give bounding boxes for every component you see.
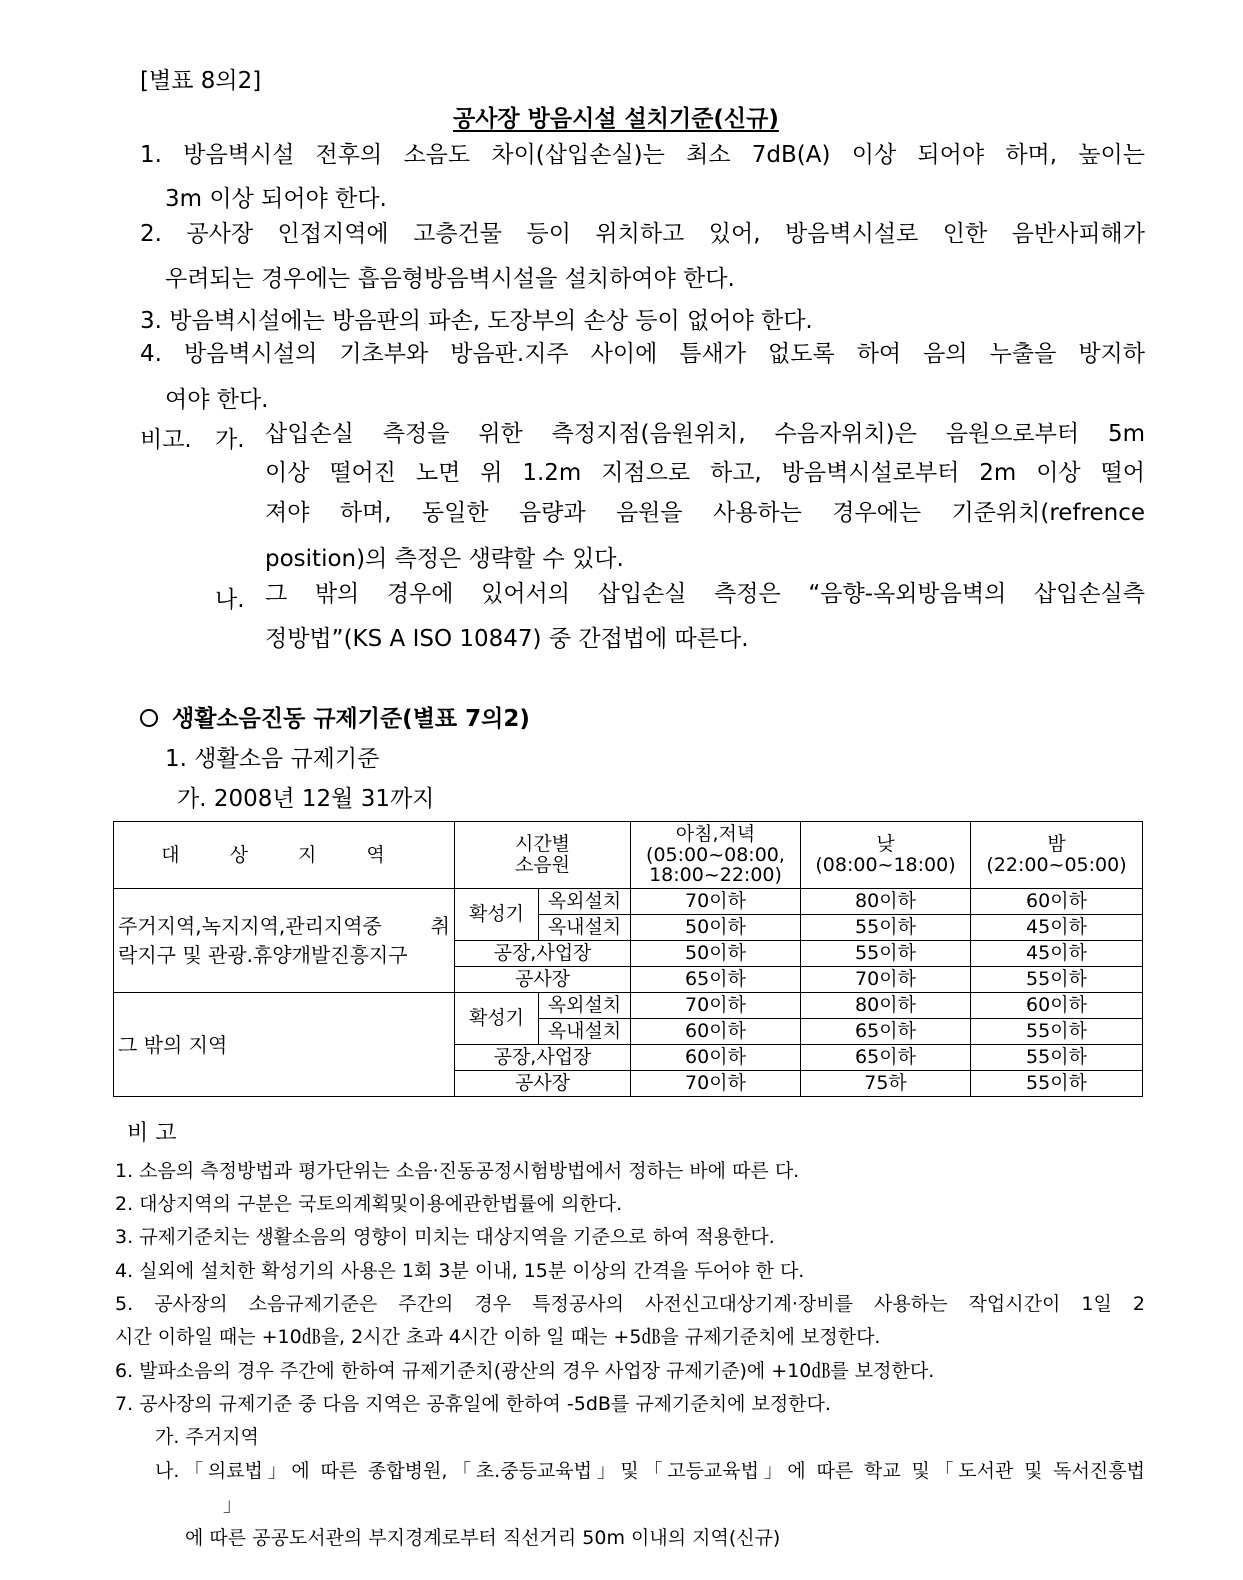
night-value: 55이하 xyxy=(971,1045,1143,1071)
header-source: 시간별 소음원 xyxy=(455,822,631,889)
note-item-4: 4. 실외에 설치한 확성기의 사용은 1회 3분 이내, 15분 이상의 간격을 두어야 한 다. xyxy=(115,1260,805,1282)
remarks-label: 비고. xyxy=(140,427,192,453)
header-day: 낮 (08:00~18:00) xyxy=(801,822,971,889)
note-item-6: 6. 발파소음의 경우 주간에 한하여 규제기준치(광산의 경우 사업장 규제기준)에 +10㏈를 보정한다. xyxy=(115,1360,935,1382)
day-value: 55이하 xyxy=(801,941,971,967)
note-item-3: 3. 규제기준치는 생활소음의 영향이 미치는 대상지역을 기준으로 하여 적용한다. xyxy=(115,1226,775,1248)
note-item-7-ga: 가. 주거지역 xyxy=(155,1426,259,1448)
night-value: 45이하 xyxy=(971,915,1143,941)
day-value: 75하 xyxy=(801,1071,971,1097)
note-item-2: 2. 대상지역의 구분은 국토의계획및이용에관한법률에 의한다. xyxy=(115,1193,623,1215)
note-item-7-na: 나.「의료법」에 따른 종합병원,「초.중등교육법」및「고등교육법」에 따른 학교 및「도서관 및 독서진흥법 xyxy=(155,1460,1145,1482)
header-region: 대 상 지 역 xyxy=(114,822,455,889)
night-value: 60이하 xyxy=(971,889,1143,915)
remark-na-line2: 정방법”(KS A ISO 10847) 중 간접법에 따른다. xyxy=(265,626,749,652)
source-cell: 공장,사업장 xyxy=(455,1045,631,1071)
note-item-5-line2: 시간 이하일 때는 +10㏈을, 2시간 초과 4시간 이하 일 때는 +5㏈을 규제기준치에 보정한다. xyxy=(115,1326,881,1348)
day-value: 65이하 xyxy=(801,1045,971,1071)
morning-value: 70이하 xyxy=(631,1071,801,1097)
night-value: 55이하 xyxy=(971,1071,1143,1097)
day-value: 80이하 xyxy=(801,993,971,1019)
morning-value: 50이하 xyxy=(631,941,801,967)
night-value: 60이하 xyxy=(971,993,1143,1019)
morning-value: 60이하 xyxy=(631,1019,801,1045)
remark-ga-label: 가. xyxy=(215,427,245,453)
region-cell-other: 그 밖의 지역 xyxy=(114,993,455,1097)
day-value: 55이하 xyxy=(801,915,971,941)
source-cell: 옥외설치 xyxy=(539,889,631,915)
morning-value: 60이하 xyxy=(631,1045,801,1071)
source-cell: 공장,사업장 xyxy=(455,941,631,967)
criteria-item-3: 3. 방음벽시설에는 방음판의 파손, 도장부의 손상 등이 없어야 한다. xyxy=(140,308,813,334)
remark-na-line1: 그 밖의 경우에 있어서의 삽입손실 측정은 “음향-옥외방음벽의 삽입손실측 xyxy=(265,581,1145,607)
night-value: 55이하 xyxy=(971,1019,1143,1045)
note-item-7-na-bracket: 」 xyxy=(223,1494,243,1516)
night-value: 45이하 xyxy=(971,941,1143,967)
section-heading xyxy=(140,700,530,733)
circle-bullet-icon xyxy=(140,709,158,727)
morning-value: 70이하 xyxy=(631,889,801,915)
criteria-item-1-line1: 1. 방음벽시설 전후의 소음도 차이(삽입손실)는 최소 7dB(A) 이상 되어야 하며, 높이는 xyxy=(140,142,1145,168)
source-cell: 공사장 xyxy=(455,967,631,993)
morning-value: 65이하 xyxy=(631,967,801,993)
appendix-label: [별표 8의2] xyxy=(140,68,262,94)
note-item-7: 7. 공사장의 규제기준 중 다음 지역은 공휴일에 한하여 -5dB를 규제기준치에 보정한다. xyxy=(115,1393,831,1415)
criteria-item-2-line1: 2. 공사장 인접지역에 고층건물 등이 위치하고 있어, 방음벽시설로 인한 음반사피해가 xyxy=(140,221,1145,247)
header-night: 밤 (22:00~05:00) xyxy=(971,822,1143,889)
night-value: 55이하 xyxy=(971,967,1143,993)
notes-heading: 비 고 xyxy=(127,1121,177,1146)
criteria-item-4-line1: 4. 방음벽시설의 기초부와 방음판.지주 사이에 틈새가 없도록 하여 음의 누출을 방지하 xyxy=(140,341,1145,367)
criteria-item-2-line2: 우려되는 경우에는 흡음형방음벽시설을 설치하여야 한다. xyxy=(165,266,735,292)
source-cell: 옥내설치 xyxy=(539,1019,631,1045)
source-cell: 옥내설치 xyxy=(539,915,631,941)
criteria-item-1-line2: 3m 이상 되어야 한다. xyxy=(165,186,387,212)
source-cell: 옥외설치 xyxy=(539,993,631,1019)
table-row xyxy=(114,993,1143,1019)
table-header-row xyxy=(114,822,1143,889)
remark-ga-line1: 삽입손실 측정을 위한 측정지점(음원위치, 수음자위치)은 음원으로부터 5m xyxy=(265,421,1145,447)
day-value: 70이하 xyxy=(801,967,971,993)
note-item-5-line1: 5. 공사장의 소음규제기준은 주간의 경우 특정공사의 사전신고대상기계·장비를 사용하는 작업시간이 1일 2 xyxy=(115,1293,1145,1315)
remark-ga-line4: position)의 측정은 생략할 수 있다. xyxy=(265,546,624,572)
speaker-cell: 확성기 xyxy=(455,993,539,1045)
criteria-item-4-line2: 여야 한다. xyxy=(165,387,269,413)
remark-ga-line3: 져야 하며, 동일한 음량과 음원을 사용하는 경우에는 기준위치(refrence xyxy=(265,500,1145,526)
page-title: 공사장 방음시설 설치기준(신규) xyxy=(453,106,779,132)
subsection-title: 1. 생활소음 규제기준 xyxy=(165,746,380,772)
morning-value: 70이하 xyxy=(631,993,801,1019)
note-item-7-na-cont: 에 따른 공공도서관의 부지경계로부터 직선거리 50m 이내의 지역(신규) xyxy=(185,1527,781,1549)
day-value: 80이하 xyxy=(801,889,971,915)
table-row xyxy=(114,889,1143,915)
subsection-date: 가. 2008년 12월 31까지 xyxy=(177,786,435,812)
region-cell-residential: 주거지역,녹지지역,관리지역중 취 락지구 및 관광.휴양개발진흥지구 xyxy=(114,889,455,993)
source-cell: 공사장 xyxy=(455,1071,631,1097)
morning-value: 50이하 xyxy=(631,915,801,941)
noise-standard-table xyxy=(113,821,1143,1097)
remark-ga-line2: 이상 떨어진 노면 위 1.2m 지점으로 하고, 방음벽시설로부터 2m 이상 떨어 xyxy=(265,460,1145,486)
day-value: 65이하 xyxy=(801,1019,971,1045)
header-morning-evening: 아침,저녁 (05:00~08:00, 18:00~22:00) xyxy=(631,822,801,889)
section-heading-text: 생활소음진동 규제기준(별표 7의2) xyxy=(172,706,530,732)
note-item-1: 1. 소음의 측정방법과 평가단위는 소음·진동공정시험방법에서 정하는 바에 따른 다. xyxy=(115,1160,800,1182)
speaker-cell: 확성기 xyxy=(455,889,539,941)
remark-na-label: 나. xyxy=(215,587,245,613)
